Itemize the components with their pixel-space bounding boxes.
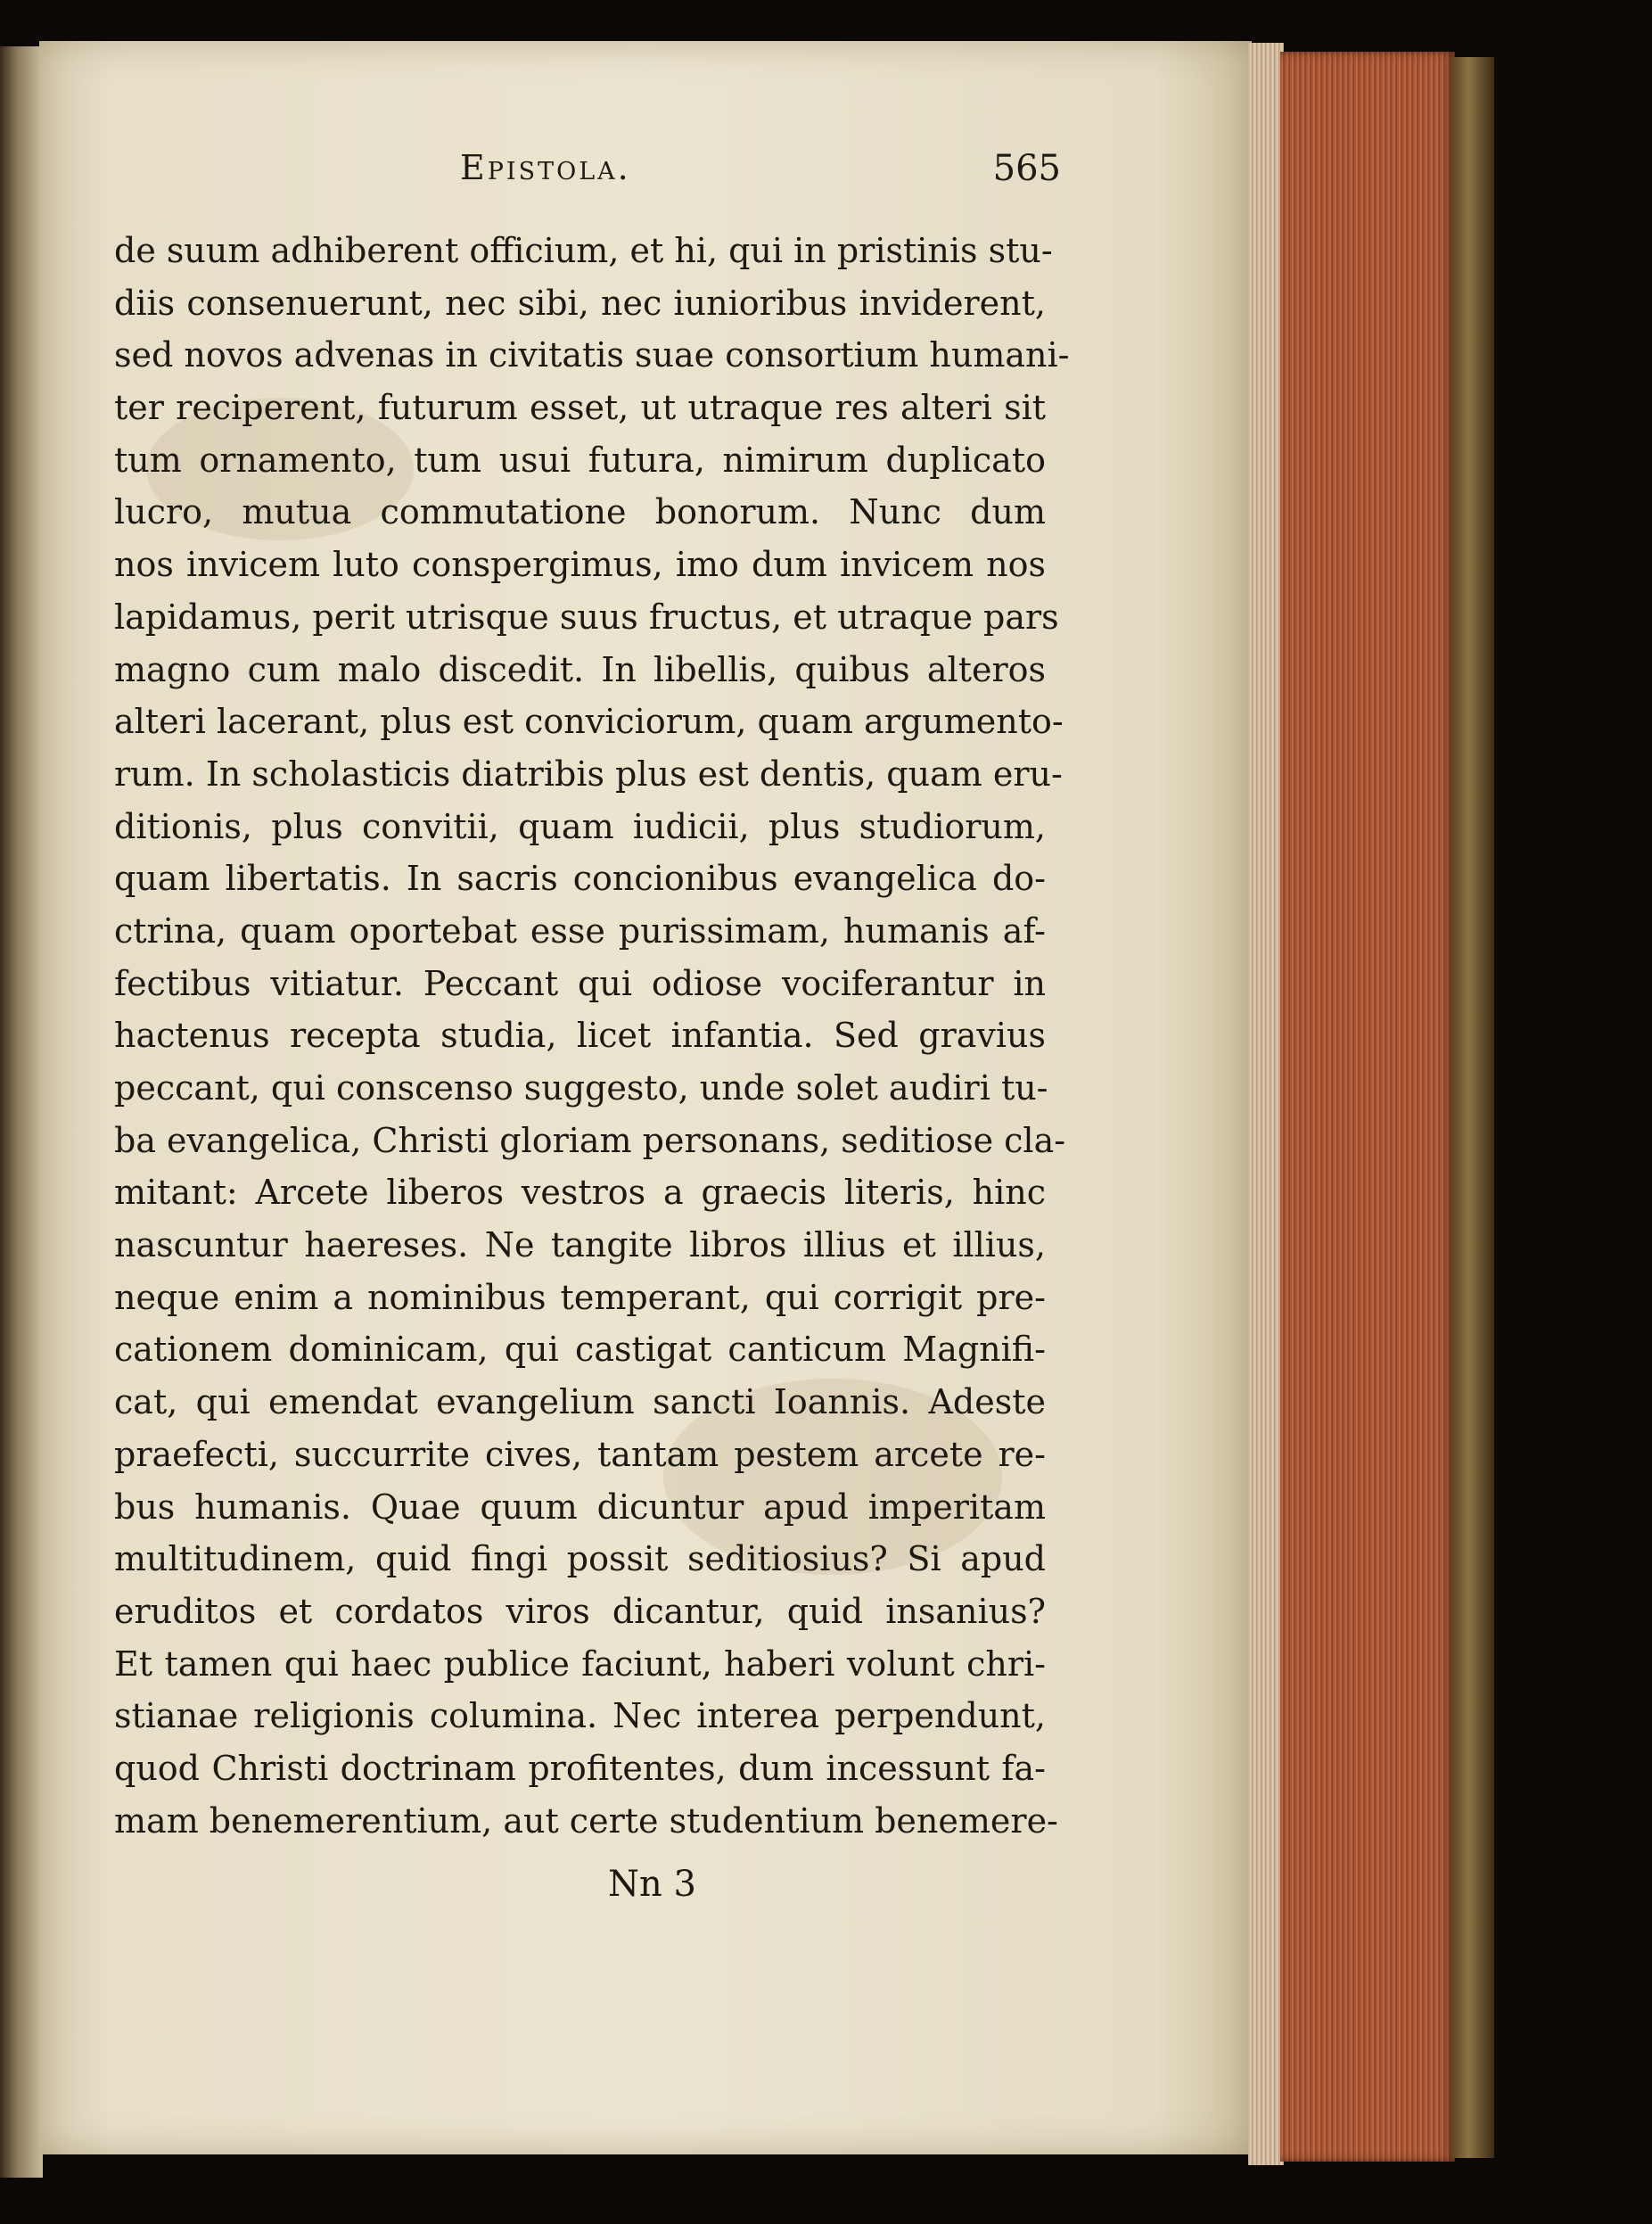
- page-fore-edge: [1248, 43, 1284, 2165]
- text-line: nascuntur haereses. Ne tangite libros illius et illius,: [114, 1225, 1046, 1265]
- text-line: lucro, mutua commutatione bonorum. Nunc dum: [114, 492, 1046, 532]
- page-number: 565: [992, 148, 1061, 189]
- text-line: multitudinem, quid fingi possit seditiosius? Si apud: [114, 1539, 1046, 1579]
- text-line: alteri lacerant, plus est conviciorum, quam argumento-: [114, 702, 1064, 742]
- text-line: Et tamen qui haec publice faciunt, haberi volunt chri-: [114, 1643, 1046, 1684]
- body-text: [114, 225, 1070, 1847]
- text-line: mam benemerentium, aut certe studentium benemere-: [114, 1800, 1058, 1841]
- text-line: neque enim a nominibus temperant, qui corrigit pre-: [114, 1277, 1046, 1317]
- running-head: [116, 148, 1061, 202]
- text-line: rum. In scholasticis diatribis plus est dentis, quam eru-: [114, 754, 1063, 794]
- text-line: stianae religionis columina. Nec interea perpendunt,: [114, 1696, 1046, 1736]
- text-line: eruditos et cordatos viros dicantur, quid insanius?: [114, 1591, 1046, 1631]
- text-line: peccant, qui conscenso suggesto, unde solet audiri tu-: [114, 1068, 1048, 1108]
- running-head-title: Epistola.: [460, 148, 631, 187]
- text-line: sed novos advenas in civitatis suae consortium humani-: [114, 335, 1070, 375]
- text-line: praefecti, succurrite cives, tantam pestem arcete re-: [114, 1434, 1046, 1474]
- text-line: diis consenuerunt, nec sibi, nec iunioribus inviderent,: [114, 283, 1046, 323]
- text-line: ditionis, plus convitii, quam iudicii, plus studiorum,: [114, 806, 1046, 846]
- text-line: bus humanis. Quae quum dicuntur apud imperitam: [114, 1487, 1046, 1527]
- text-line: fectibus vitiatur. Peccant qui odiose vociferantur in: [114, 963, 1046, 1003]
- text-line: ter reciperent, futurum esset, ut utraque res alteri sit: [114, 388, 1046, 428]
- text-line: cat, qui emendat evangelium sancti Ioannis. Adeste: [114, 1382, 1046, 1422]
- book-block-red-edge: [1280, 52, 1455, 2162]
- text-line: quod Christi doctrinam profitentes, dum incessunt fa-: [114, 1748, 1046, 1788]
- text-line: ctrina, quam oportebat esse purissimam, humanis af-: [114, 910, 1046, 951]
- text-line: magno cum malo discedit. In libellis, quibus alteros: [114, 649, 1046, 689]
- text-line: hactenus recepta studia, licet infantia. Sed gravius: [114, 1016, 1046, 1056]
- text-line: nos invicem luto conspergimus, imo dum invicem nos: [114, 545, 1046, 585]
- text-line: mitant: Arcete liberos vestros a graecis literis, hinc: [114, 1173, 1046, 1213]
- text-line: tum ornamento, tum usui futura, nimirum duplicato: [114, 440, 1046, 480]
- text-line: ba evangelica, Christi gloriam personans, seditiose cla-: [114, 1120, 1066, 1160]
- text-line: lapidamus, perit utrisque suus fructus, et utraque pars: [114, 597, 1059, 637]
- text-line: de suum adhiberent officium, et hi, qui in pristinis stu-: [114, 231, 1053, 270]
- text-line: quam libertatis. In sacris concionibus evangelica do-: [114, 859, 1046, 899]
- signature-mark: Nn 3: [608, 1864, 696, 1905]
- text-line: cationem dominicam, qui castigat canticum Magnifi-: [114, 1330, 1046, 1370]
- facing-page-edge: [0, 46, 43, 2178]
- book-cover-edge: [1451, 57, 1494, 2158]
